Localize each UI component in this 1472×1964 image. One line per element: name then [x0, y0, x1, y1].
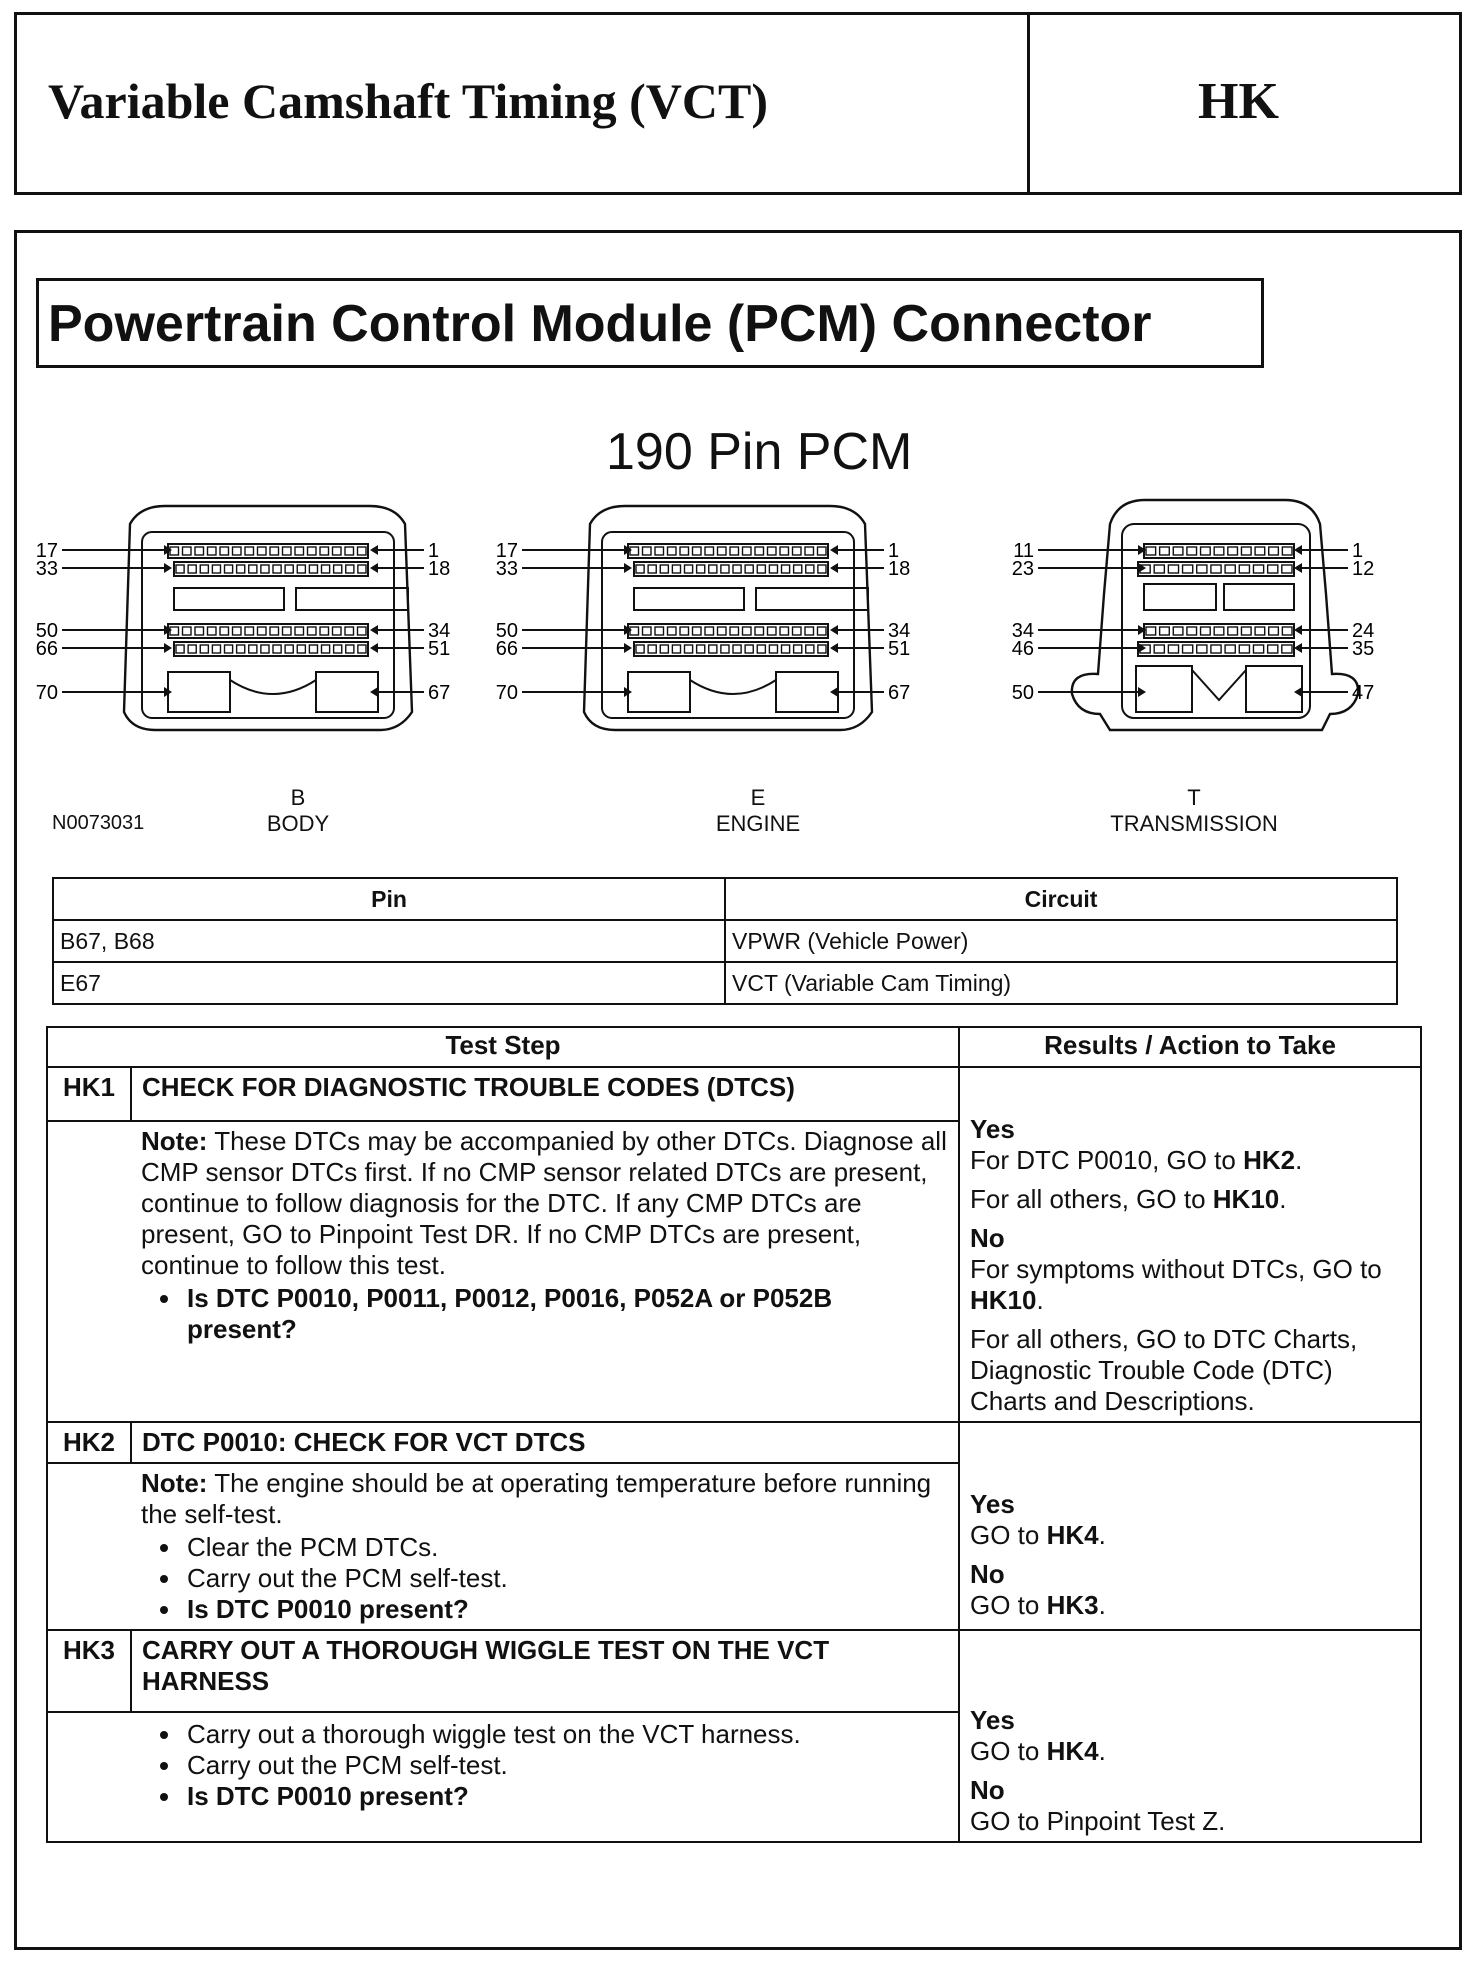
pin-number-label: 34	[428, 620, 451, 642]
pin-number-label: 50	[1011, 682, 1034, 704]
pin-count-label: 190 Pin PCM	[606, 423, 913, 481]
pin-number-label: 33	[35, 558, 58, 580]
test-step-table	[46, 1026, 1422, 1843]
pin-row	[1144, 624, 1294, 638]
yes-action: GO to HK4.	[970, 1736, 1106, 1766]
step-note: Note: The engine should be at operating temperature before running the self-test.	[141, 1468, 932, 1529]
pin-number-label: 66	[35, 638, 58, 660]
header-divider	[1027, 15, 1030, 192]
step-results	[959, 1422, 1421, 1630]
pin-number-label: 18	[428, 558, 451, 580]
step-question: • Is DTC P0010, P0011, P0012, P0016, P052A or P052B present?	[183, 1283, 948, 1345]
step-note: Note: These DTCs may be accompanied by other DTCs. Diagnose all CMP sensor DTCs first. If no CMP sensor related DTCs are present, continue to follow diagnosis for the DTC. If any CMP DTCs are present, GO to Pinpoint Test DR. If no CMP DTCs are present, continue to follow this test.	[141, 1125, 947, 1280]
pin-number-label: 70	[495, 682, 518, 704]
leader-arrow	[830, 625, 838, 635]
step-title-row	[47, 1067, 1421, 1121]
leader-arrow	[1294, 563, 1302, 573]
no-action: For symptoms without DTCs, GO to HK10.	[970, 1254, 1382, 1315]
pin-row	[174, 642, 368, 656]
pin-number-label: 67	[888, 682, 911, 704]
connector-t-name: TRANSMISSION	[1110, 811, 1278, 836]
leader-arrow	[1294, 625, 1302, 635]
pin-number-label: 46	[1011, 638, 1034, 660]
pin-row	[1144, 544, 1294, 558]
step-title-row	[47, 1422, 1421, 1463]
step-id: HK1	[47, 1067, 131, 1121]
leader-arrow	[830, 545, 838, 555]
table-row	[53, 962, 1397, 1004]
pin-number-label: 11	[1013, 540, 1034, 562]
pin-number-label: 50	[495, 620, 518, 642]
leader-arrow	[370, 687, 378, 697]
pin-row	[168, 544, 368, 558]
table-header-row	[53, 878, 1397, 920]
table-row	[53, 920, 1397, 962]
pin-number-label: 47	[1352, 682, 1375, 704]
connector-b-name: BODY	[266, 811, 330, 836]
key-slot	[296, 588, 408, 610]
leader-arrow	[370, 625, 378, 635]
pin-circuit-table	[52, 877, 1398, 1005]
pin-number-label: 24	[1352, 620, 1375, 642]
pin-number-label: 18	[888, 558, 911, 580]
step-id: HK3	[47, 1630, 131, 1712]
pin-number-label: 1	[888, 540, 900, 562]
pin-number-label: 34	[888, 620, 911, 642]
pin-number-label: 34	[1011, 620, 1034, 642]
results-header: Results / Action to Take	[959, 1027, 1421, 1067]
pin-number-label: 1	[1352, 540, 1364, 562]
pin-row	[628, 544, 828, 558]
pin-row	[634, 562, 828, 576]
pin-number-label: 70	[35, 682, 58, 704]
step-title: CHECK FOR DIAGNOSTIC TROUBLE CODES (DTCS)	[131, 1067, 959, 1121]
circuit-cell: VCT (Variable Cam Timing)	[725, 962, 1397, 1004]
connector-b-letter: B	[290, 785, 306, 810]
step-title-row	[47, 1630, 1421, 1712]
no-label: No	[970, 1775, 1005, 1805]
key-slot	[634, 588, 744, 610]
no-action: GO to Pinpoint Test Z.	[970, 1806, 1226, 1836]
pin-number-label: 12	[1352, 558, 1375, 580]
pin-number-label: 66	[495, 638, 518, 660]
connector-e-label	[648, 785, 868, 837]
step-question: • Is DTC P0010 present?	[183, 1781, 948, 1812]
step-bullet: • Carry out a thorough wiggle test on the VCT harness.	[183, 1719, 948, 1750]
pin-row	[628, 624, 828, 638]
pin-cell: E67	[53, 962, 725, 1004]
step-bullets	[141, 1283, 948, 1345]
leader-arrow	[1294, 687, 1302, 697]
step-id-spacer	[47, 1463, 131, 1630]
leader-arrow	[1294, 643, 1302, 653]
pin-number-label: 17	[35, 540, 58, 562]
step-bullets	[141, 1719, 948, 1812]
pin-cell: B67, B68	[53, 920, 725, 962]
power-terminal	[1136, 666, 1192, 712]
leader-arrow	[1138, 687, 1146, 697]
step-id-spacer	[47, 1121, 131, 1422]
power-terminal	[776, 672, 838, 712]
power-terminal	[1246, 666, 1302, 712]
leader-arrow	[164, 563, 172, 573]
power-terminal	[168, 672, 230, 712]
step-title: DTC P0010: CHECK FOR VCT DTCS	[131, 1422, 959, 1463]
section-title: Powertrain Control Module (PCM) Connector	[48, 295, 1152, 353]
table-header-row	[47, 1027, 1421, 1067]
yes-action: For DTC P0010, GO to HK2.	[970, 1145, 1303, 1175]
key-slot	[1224, 584, 1294, 610]
terminal-arc	[230, 680, 316, 694]
pin-row	[168, 624, 368, 638]
step-question: • Is DTC P0010 present?	[183, 1594, 948, 1625]
no-label: No	[970, 1559, 1005, 1589]
figure-id: N0073031	[52, 812, 145, 834]
terminal-arc	[1192, 670, 1246, 700]
leader-arrow	[830, 563, 838, 573]
circuit-header: Circuit	[725, 878, 1397, 920]
pin-number-label: 23	[1011, 558, 1034, 580]
pin-row	[174, 562, 368, 576]
pin-number-label: 51	[428, 638, 451, 660]
step-results	[959, 1630, 1421, 1842]
step-results	[959, 1067, 1421, 1422]
connector-e-letter: E	[750, 785, 766, 810]
yes-label: Yes	[970, 1705, 1015, 1735]
leader-arrow	[624, 643, 632, 653]
yes-label: Yes	[970, 1114, 1015, 1144]
pin-number-label: 1	[428, 540, 440, 562]
pin-number-label: 17	[495, 540, 518, 562]
no-label: No	[970, 1223, 1005, 1253]
power-terminal	[316, 672, 378, 712]
yes-action-2: For all others, GO to HK10.	[970, 1184, 1287, 1214]
pin-number-label: 35	[1352, 638, 1375, 660]
pin-row	[1138, 642, 1294, 656]
step-bullet: • Carry out the PCM self-test.	[183, 1750, 948, 1781]
yes-action: GO to HK4.	[970, 1520, 1106, 1550]
step-bullet: • Carry out the PCM self-test.	[183, 1563, 948, 1594]
leader-arrow	[370, 563, 378, 573]
power-terminal	[628, 672, 690, 712]
no-action: GO to HK3.	[970, 1590, 1106, 1620]
section-code: HK	[1198, 73, 1279, 130]
pin-number-label: 67	[428, 682, 451, 704]
pin-number-label: 51	[888, 638, 911, 660]
pin-row	[634, 642, 828, 656]
leader-arrow	[1294, 545, 1302, 555]
circuit-cell: VPWR (Vehicle Power)	[725, 920, 1397, 962]
leader-arrow	[830, 643, 838, 653]
pin-row	[1138, 562, 1294, 576]
step-body	[131, 1121, 959, 1422]
step-body	[131, 1712, 959, 1842]
step-id: HK2	[47, 1422, 131, 1463]
connector-diagrams	[35, 494, 1400, 784]
step-id-spacer	[47, 1712, 131, 1842]
step-bullet: • Clear the PCM DTCs.	[183, 1532, 948, 1563]
connector-t-label	[1084, 785, 1304, 837]
leader-arrow	[624, 563, 632, 573]
leader-arrow	[370, 545, 378, 555]
leader-arrow	[370, 643, 378, 653]
no-action-2: For all others, GO to DTC Charts, Diagnostic Trouble Code (DTC) Charts and Descriptions.	[970, 1324, 1358, 1416]
key-slot	[756, 588, 868, 610]
connector-e-name: ENGINE	[715, 811, 801, 836]
key-slot	[1144, 584, 1216, 610]
terminal-arc	[690, 680, 776, 694]
pin-number-label: 50	[35, 620, 58, 642]
key-slot	[174, 588, 284, 610]
leader-arrow	[830, 687, 838, 697]
connector-b-label	[188, 785, 408, 837]
step-title: CARRY OUT A THOROUGH WIGGLE TEST ON THE VCT HARNESS	[131, 1630, 959, 1712]
connector-t-letter: T	[1187, 785, 1201, 810]
document-title: Variable Camshaft Timing (VCT)	[48, 73, 768, 129]
test-step-header: Test Step	[47, 1027, 959, 1067]
step-bullets	[141, 1532, 948, 1625]
pin-header: Pin	[53, 878, 725, 920]
leader-arrow	[164, 643, 172, 653]
step-body	[131, 1463, 959, 1630]
yes-label: Yes	[970, 1489, 1015, 1519]
pin-number-label: 33	[495, 558, 518, 580]
